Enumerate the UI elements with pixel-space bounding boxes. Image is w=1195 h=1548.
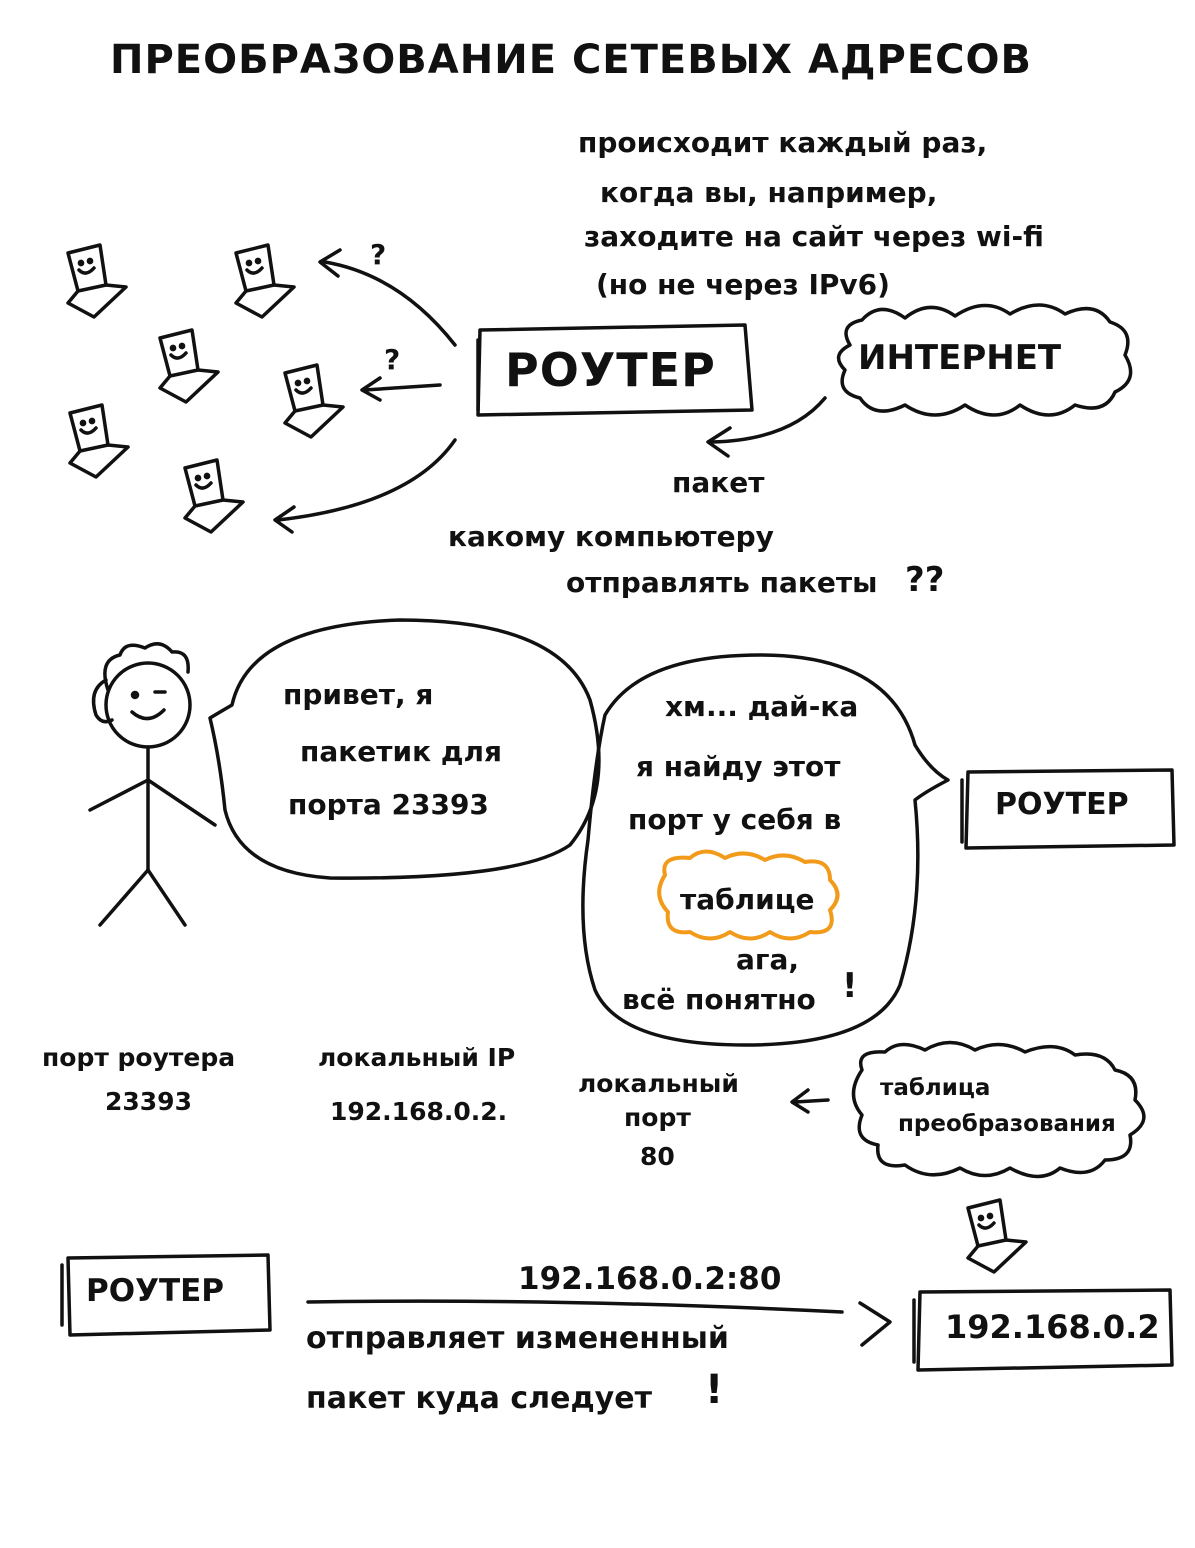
packet-person-icon — [90, 644, 215, 925]
arrow-router-to-computer — [308, 1301, 842, 1312]
page-title: ПРЕОБРАЗОВАНИЕ СЕТЕВЫХ АДРЕСОВ — [110, 37, 1033, 83]
table-col-local-port-label-2: порт — [624, 1103, 691, 1132]
table-col-router-port-value: 23393 — [105, 1087, 192, 1116]
question-line-2: отправлять пакеты — [566, 566, 878, 599]
translated-address: 192.168.0.2:80 — [518, 1261, 782, 1297]
intro-line-1: происходит каждый раз, — [578, 126, 988, 159]
router-speech-line-3: порт у себя в — [628, 803, 842, 836]
question-mark: ? — [384, 343, 401, 376]
arrow-router-to-laptop-2 — [365, 385, 440, 390]
table-col-local-ip-value: 192.168.0.2. — [330, 1097, 508, 1126]
translation-table-cloud — [854, 1043, 1144, 1177]
packet-speech-line-2: пакетик для — [300, 735, 502, 768]
intro-line-3: заходите на сайт через wi-fi — [584, 220, 1044, 253]
table-col-router-port-label: порт роутера — [42, 1043, 236, 1072]
packet-label: пакет — [672, 466, 765, 499]
laptop-icon — [968, 1200, 1026, 1272]
router-speech-line-2: я найду этот — [636, 750, 841, 783]
laptop-icon — [70, 405, 128, 477]
arrow-internet-to-router — [712, 398, 825, 442]
laptop-icon — [160, 330, 218, 402]
router-label-middle: РОУТЕР — [995, 787, 1129, 822]
intro-line-2: когда вы, например, — [600, 176, 938, 209]
laptop-icon — [185, 460, 243, 532]
arrow-router-to-laptop-1 — [325, 262, 455, 345]
internet-label: ИНТЕРНЕТ — [858, 338, 1062, 378]
router-speech-exclamation: ! — [842, 966, 858, 1006]
arrow-head — [860, 1303, 890, 1345]
router-label-top: РОУТЕР — [505, 343, 716, 397]
action-line-2: пакет куда следует — [306, 1381, 652, 1416]
table-col-local-port-value: 80 — [640, 1142, 675, 1171]
router-speech-line-5: всё понятно — [622, 983, 816, 1016]
laptop-icon — [68, 245, 126, 317]
router-speech-line-4: ага, — [736, 943, 800, 976]
translation-cloud-line-2: преобразования — [898, 1111, 1116, 1137]
target-address: 192.168.0.2 — [945, 1308, 1160, 1346]
intro-line-4: (но не через IPv6) — [596, 268, 890, 301]
packet-speech-line-1: привет, я — [283, 678, 434, 711]
question-marks: ?? — [905, 560, 945, 600]
arrow-cloud-to-table — [795, 1100, 828, 1102]
router-speech-table: таблице — [680, 883, 815, 916]
translation-cloud-line-1: таблица — [880, 1075, 991, 1101]
packet-speech-line-3: порта 23393 — [288, 788, 489, 821]
laptop-icon — [285, 365, 343, 437]
table-col-local-port-label-1: локальный — [578, 1069, 739, 1098]
action-exclamation: ! — [705, 1367, 724, 1413]
action-line-1: отправляет измененный — [306, 1321, 729, 1356]
router-label-bottom: РОУТЕР — [86, 1273, 225, 1309]
laptop-icon — [236, 245, 294, 317]
question-mark: ? — [370, 238, 387, 271]
router-speech-line-1: хм... дай-ка — [665, 690, 859, 723]
table-col-local-ip-label: локальный IP — [318, 1043, 516, 1072]
question-line-1: какому компьютеру — [448, 520, 774, 553]
arrow-router-to-laptop-3 — [278, 440, 455, 520]
